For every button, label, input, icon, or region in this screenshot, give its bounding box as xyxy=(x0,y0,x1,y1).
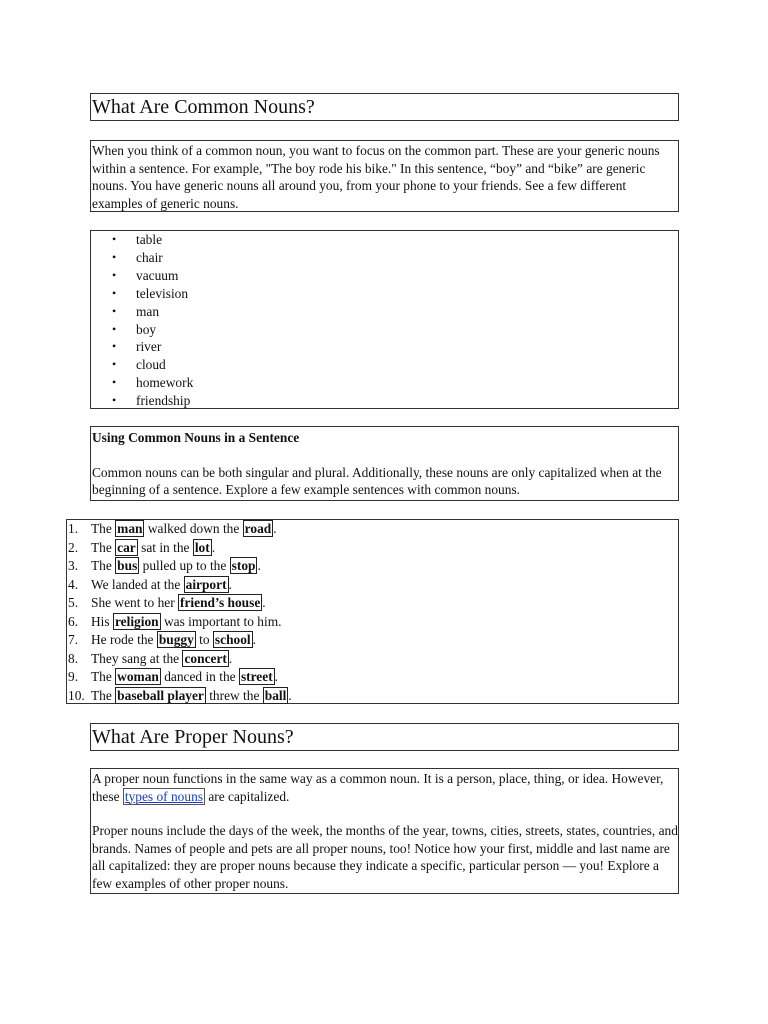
list-item: • man xyxy=(112,303,160,319)
list-number: 9. xyxy=(68,669,79,684)
list-number: 2. xyxy=(68,539,79,555)
bullet-icon: • xyxy=(112,321,117,336)
common-noun-examples-list xyxy=(90,230,679,409)
proper-nouns-paragraph-1: A proper noun functions in the same way as a common noun. It is a person, place, thing, or idea. However, these types of nouns are capitalized. xyxy=(92,771,664,804)
noun-highlight: concert xyxy=(184,650,227,666)
list-item: • television xyxy=(112,285,189,301)
proper-nouns-paragraph-2: Proper nouns include the days of the week, the months of the year, towns, cities, streets, states, countries, and brands. Names of people and pets are all proper nouns, too! Notice how your first, middle and last name are all capitalized: they are proper nouns because they indicate a specific, particular person — you! Explore a few examples of other proper nouns. xyxy=(92,823,678,891)
proper-nouns-title: What Are Proper Nouns? xyxy=(90,723,679,751)
bullet-icon: • xyxy=(112,393,117,408)
list-number: 1. xyxy=(68,521,79,536)
noun-highlight: woman xyxy=(117,669,159,684)
list-number: 3. xyxy=(68,558,79,573)
noun-highlight: bus xyxy=(117,558,138,573)
list-item: • vacuum xyxy=(112,267,179,283)
noun-highlight: baseball player xyxy=(117,687,204,703)
list-item: • table xyxy=(112,232,163,247)
types-of-nouns-link[interactable]: types of nouns xyxy=(124,788,203,804)
bullet-icon: • xyxy=(112,303,117,318)
list-item: 8. They sang at the concert . xyxy=(91,650,678,669)
using-common-nouns-section xyxy=(90,426,679,501)
list-item: 4. We landed at the airport . xyxy=(91,576,678,595)
list-item: 2. The car sat in the lot . xyxy=(91,539,678,558)
bullet-icon: • xyxy=(112,285,117,300)
bullet-icon: • xyxy=(112,375,117,390)
list-item: 1. The man walked down the road . xyxy=(91,520,678,539)
list-item: • chair xyxy=(112,249,163,265)
list-item: • homework xyxy=(112,375,194,391)
proper-nouns-section xyxy=(90,768,679,894)
noun-highlight: airport xyxy=(185,576,227,592)
list-number: 7. xyxy=(68,632,79,647)
noun-highlight: ball xyxy=(264,687,287,703)
list-item: 10. The baseball player threw the ball . xyxy=(91,687,678,706)
bullet-icon: • xyxy=(112,339,117,354)
noun-highlight: man xyxy=(117,521,143,536)
list-item: • friendship xyxy=(112,393,191,409)
list-item: 5. She went to her friend’s house . xyxy=(91,594,678,613)
noun-highlight: buggy xyxy=(158,632,194,647)
list-number: 10. xyxy=(68,687,85,703)
noun-highlight: road xyxy=(244,521,272,536)
list-number: 4. xyxy=(68,576,79,592)
list-number: 6. xyxy=(68,613,79,629)
list-item: 9. The woman danced in the street . xyxy=(91,668,678,687)
noun-highlight: friend’s house xyxy=(180,595,261,610)
paragraph-gap xyxy=(92,805,678,822)
page-title: What Are Common Nouns? xyxy=(90,93,679,121)
bullet-icon: • xyxy=(112,267,117,282)
list-item: • boy xyxy=(112,321,157,337)
noun-highlight: school xyxy=(214,632,251,647)
noun-highlight: car xyxy=(117,539,136,555)
noun-highlight: stop xyxy=(231,558,256,573)
noun-highlight: religion xyxy=(114,613,159,629)
bullet-icon: • xyxy=(112,232,117,246)
list-item: 3. The bus pulled up to the stop . xyxy=(91,557,678,576)
list-item: 7. He rode the buggy to school . xyxy=(91,631,678,650)
section-heading: Using Common Nouns in a Sentence xyxy=(92,430,300,445)
list-item: 6. His religion was important to him. xyxy=(91,613,678,632)
list-number: 5. xyxy=(68,595,79,610)
list-item: • cloud xyxy=(112,357,166,373)
common-nouns-intro: When you think of a common noun, you want to focus on the common part. These are your generic nouns within a sentence. For example, "The boy rode his bike." In this sentence, “boy” and “bike” are generic nouns. You have generic nouns all around you, from your phone to your friends. See a few different examples of generic nouns. xyxy=(90,140,679,212)
example-sentences-list xyxy=(66,519,679,704)
noun-highlight: street xyxy=(240,669,273,684)
list-number: 8. xyxy=(68,650,79,666)
list-item: • river xyxy=(112,339,162,355)
bullet-icon: • xyxy=(112,249,117,264)
bullet-icon: • xyxy=(112,357,117,372)
noun-highlight: lot xyxy=(194,539,210,555)
section-paragraph: Common nouns can be both singular and plural. Additionally, these nouns are only capitalized when at the beginning of a sentence. Explore a few example sentences with common nouns. xyxy=(92,464,662,497)
